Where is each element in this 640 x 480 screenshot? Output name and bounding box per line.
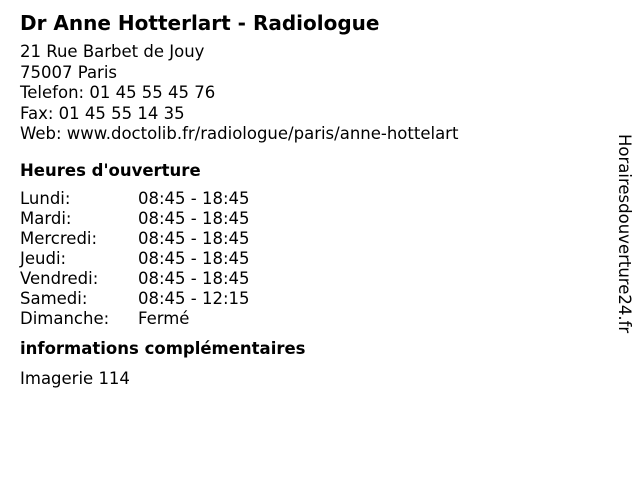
- site-watermark: Horairesdouverture24.fr: [615, 134, 634, 334]
- day-label: Jeudi:: [20, 248, 67, 268]
- hours-row-monday: [20, 189, 610, 209]
- day-label: Lundi:: [20, 188, 71, 208]
- day-label: Mercredi:: [20, 228, 98, 248]
- fax-number: Fax: 01 45 55 14 35: [20, 103, 185, 123]
- hours-row-saturday: [20, 289, 610, 309]
- time-value: 08:45 - 18:45: [138, 248, 250, 268]
- contact-block: [20, 42, 610, 145]
- time-value: 08:45 - 12:15: [138, 288, 250, 308]
- hours-row-sunday: [20, 309, 610, 329]
- time-value: 08:45 - 18:45: [138, 268, 250, 288]
- hours-row-tuesday: [20, 209, 610, 229]
- opening-hours-heading: Heures d'ouverture: [20, 160, 201, 180]
- hours-row-wednesday: [20, 229, 610, 249]
- address-street: 21 Rue Barbet de Jouy: [20, 42, 205, 61]
- day-label: Mardi:: [20, 208, 72, 228]
- phone-number: Telefon: 01 45 55 45 76: [20, 83, 216, 102]
- business-listing: [20, 10, 610, 389]
- day-label: Dimanche:: [20, 308, 110, 328]
- time-value: 08:45 - 18:45: [138, 188, 250, 208]
- time-value: 08:45 - 18:45: [138, 208, 250, 228]
- hours-row-friday: [20, 269, 610, 289]
- day-label: Samedi:: [20, 288, 88, 308]
- time-value: 08:45 - 18:45: [138, 228, 250, 248]
- opening-hours-table: [20, 189, 610, 329]
- page-title: Dr Anne Hotterlart - Radiologue: [20, 11, 380, 35]
- additional-info-text: Imagerie 114: [20, 368, 130, 388]
- hours-row-thursday: [20, 249, 610, 269]
- website-link: Web: www.doctolib.fr/radiologue/paris/anne-hottelart: [20, 124, 459, 143]
- time-value: Fermé: [138, 308, 190, 328]
- additional-info-heading: informations complémentaires: [20, 338, 306, 358]
- address-city: 75007 Paris: [20, 62, 118, 82]
- day-label: Vendredi:: [20, 268, 99, 288]
